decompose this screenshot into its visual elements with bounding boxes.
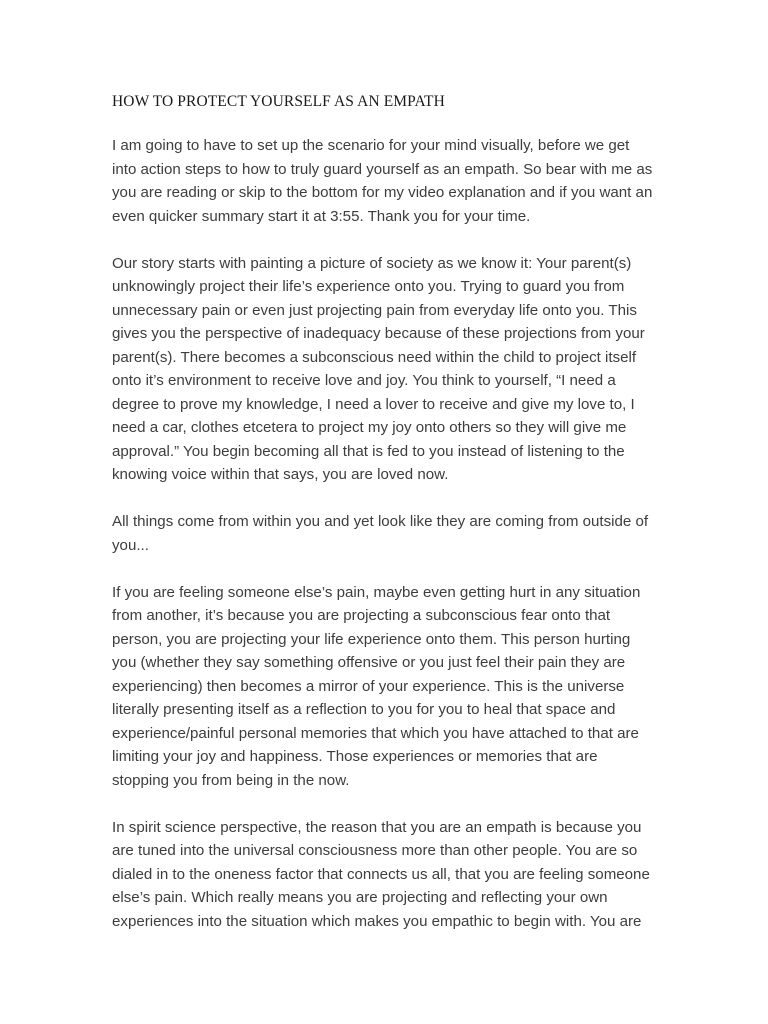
paragraph <box>112 816 652 934</box>
paragraph-line: limiting your joy and happiness. Those experiences or memories that are <box>112 748 598 765</box>
paragraph-line: degree to prove my knowledge, I need a lover to receive and give my love to, I <box>112 395 635 413</box>
page-title: HOW TO PROTECT YOURSELF AS AN EMPATH <box>112 93 445 110</box>
document-body <box>112 134 652 957</box>
paragraph-line: dialed in to the oneness factor that connects us all, that you are feeling someone <box>112 865 650 883</box>
paragraph-line: person, you are projecting your life experience onto them. This person hurting <box>112 630 631 648</box>
paragraph-line: onto it’s environment to receive love and joy. You think to yourself, “I need a <box>112 372 616 389</box>
paragraph-line: unnecessary pain or even just projecting pain from everyday life onto you. This <box>112 301 637 319</box>
paragraph-line: into action steps to how to truly guard yourself as an empath. So bear with me as <box>112 160 653 178</box>
paragraph-line: you are reading or skip to the bottom for my video explanation and if you want an <box>112 184 653 201</box>
paragraph-line: I am going to have to set up the scenario for your mind visually, before we get <box>112 137 630 154</box>
paragraph-line: If you are feeling someone else’s pain, maybe even getting hurt in any situation <box>112 583 641 601</box>
paragraph-line: unknowingly project their life’s experience onto you. Trying to guard you from <box>112 278 625 295</box>
paragraph <box>112 510 652 557</box>
paragraph-line: All things come from within you and yet look like they are coming from outside of <box>112 513 649 530</box>
paragraph-line: literally presenting itself as a reflection to you for you to heal that space and <box>112 701 616 718</box>
paragraph-line: In spirit science perspective, the reason that you are an empath is because you <box>112 818 642 836</box>
paragraph-line: else’s pain. Which really means you are projecting and reflecting your own <box>112 889 608 906</box>
paragraph-line: experience/painful personal memories that which you have attached to that are <box>112 724 639 742</box>
paragraph-line: stopping you from being in the now. <box>112 771 350 789</box>
paragraph-line: experiences into the situation which makes you empathic to begin with. You are <box>112 912 642 930</box>
paragraph-line: you... <box>112 536 149 554</box>
paragraph <box>112 134 652 228</box>
paragraph-line: even quicker summary start it at 3:55. Thank you for your time. <box>112 207 531 225</box>
paragraph-line: you (whether they say something offensive or you just feel their pain they are <box>112 654 626 671</box>
paragraph-line: Our story starts with painting a picture of society as we know it: Your parent(s) <box>112 254 632 272</box>
paragraph-line: from another, it’s because you are projecting a subconscious fear onto that <box>112 607 611 624</box>
paragraph-line: gives you the perspective of inadequacy because of these projections from your <box>112 325 645 342</box>
paragraph-line: need a car, clothes etcetera to project my joy onto others so they will give me <box>112 419 627 436</box>
paragraph <box>112 252 652 487</box>
paragraph-line: are tuned into the universal consciousness more than other people. You are so <box>112 842 638 859</box>
paragraph-line: experiencing) then becomes a mirror of your experience. This is the universe <box>112 677 625 695</box>
paragraph-line: approval.” You begin becoming all that is fed to you instead of listening to the <box>112 442 625 460</box>
paragraph-line: parent(s). There becomes a subconscious need within the child to project itself <box>112 348 637 366</box>
paragraph-line: knowing voice within that says, you are loved now. <box>112 466 449 483</box>
paragraph <box>112 581 652 793</box>
